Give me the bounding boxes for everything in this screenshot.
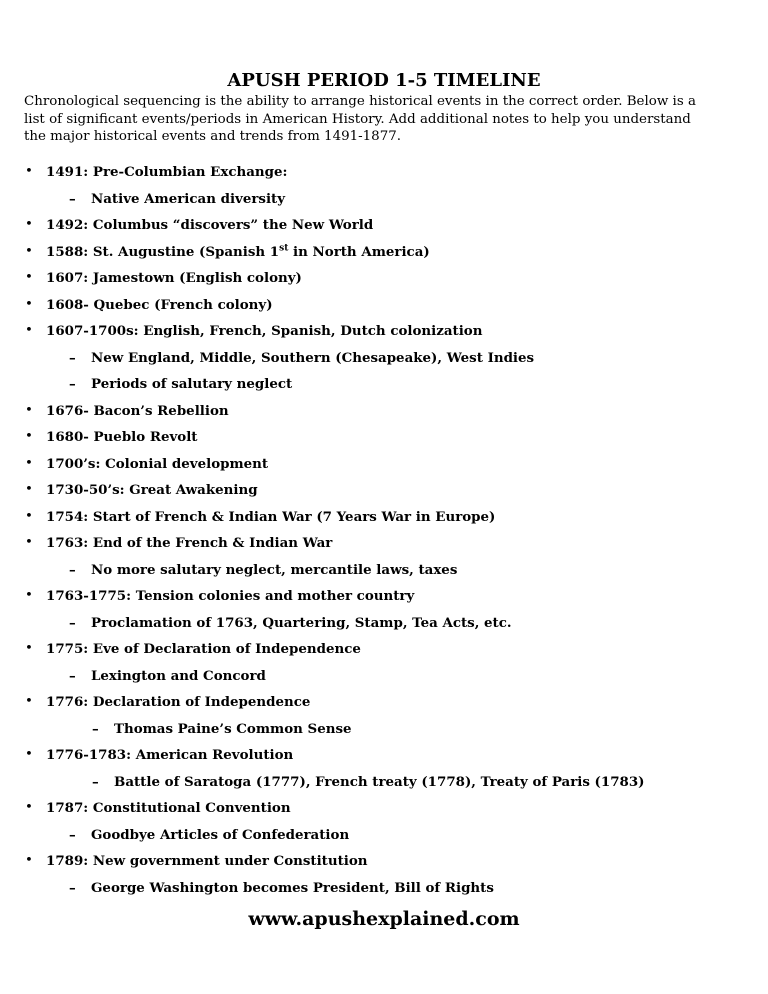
timeline-event bbox=[0, 692, 768, 719]
timeline-subitem bbox=[0, 719, 768, 746]
item-text: Goodbye Articles of Confederation bbox=[91, 826, 350, 843]
dash-marker: – bbox=[69, 561, 76, 578]
item-text: 1754: Start of French & Indian War (7 Years War in Europe) bbox=[46, 508, 496, 525]
item-text: No more salutary neglect, mercantile laws, taxes bbox=[91, 561, 458, 578]
timeline-subitem bbox=[0, 878, 768, 905]
bullet-marker: • bbox=[25, 323, 33, 338]
timeline-event bbox=[0, 427, 768, 454]
timeline-event bbox=[0, 533, 768, 560]
bullet-marker: • bbox=[25, 482, 33, 497]
item-text: 1676- Bacon’s Rebellion bbox=[46, 402, 229, 419]
item-text: 1588: St. Augustine (Spanish 1st in North America) bbox=[46, 243, 430, 260]
timeline-event bbox=[0, 295, 768, 322]
bullet-marker: • bbox=[25, 641, 33, 656]
item-text: 1763: End of the French & Indian War bbox=[46, 535, 333, 551]
item-text: Battle of Saratoga (1777), French treaty (1778), Treaty of Paris (1783) bbox=[114, 773, 645, 790]
timeline-event bbox=[0, 480, 768, 507]
bullet-marker: • bbox=[25, 217, 33, 232]
timeline-subitem bbox=[0, 613, 768, 640]
dash-marker: – bbox=[69, 349, 76, 366]
bullet-marker: • bbox=[25, 455, 33, 471]
item-text: Lexington and Concord bbox=[91, 667, 266, 684]
timeline-event bbox=[0, 639, 768, 666]
timeline-subitem bbox=[0, 772, 768, 799]
timeline-event bbox=[0, 586, 768, 613]
dash-marker: – bbox=[92, 773, 99, 790]
timeline-list bbox=[0, 162, 768, 904]
timeline-event bbox=[0, 454, 768, 481]
item-text: 1700’s: Colonial development bbox=[46, 455, 269, 472]
bullet-marker: • bbox=[25, 694, 33, 709]
timeline-event bbox=[0, 242, 768, 269]
item-text: 1608- Quebec (French colony) bbox=[46, 296, 273, 313]
item-text: 1776: Declaration of Independence bbox=[46, 694, 311, 710]
item-text: 1491: Pre-Columbian Exchange: bbox=[46, 164, 288, 180]
bullet-marker: • bbox=[25, 270, 33, 285]
item-text: 1607-1700s: English, French, Spanish, Dutch colonization bbox=[46, 323, 483, 339]
item-text: New England, Middle, Southern (Chesapeake), West Indies bbox=[91, 349, 535, 366]
bullet-marker: • bbox=[25, 853, 33, 868]
item-text: 1763-1775: Tension colonies and mother country bbox=[46, 588, 415, 604]
dash-marker: – bbox=[69, 826, 76, 843]
timeline-subitem bbox=[0, 825, 768, 852]
timeline-event bbox=[0, 162, 768, 189]
timeline-event bbox=[0, 745, 768, 772]
bullet-marker: • bbox=[25, 588, 33, 603]
bullet-marker: • bbox=[25, 508, 33, 524]
bullet-marker: • bbox=[25, 296, 33, 312]
timeline-subitem bbox=[0, 560, 768, 587]
timeline-event bbox=[0, 321, 768, 348]
timeline-subitem bbox=[0, 374, 768, 401]
intro-paragraph: Chronological sequencing is the ability to arrange historical events in the correct order. Below is a list of significant events/periods in American History. Add additional notes to help you understand the major historical events and trends from 1491-1877. bbox=[24, 94, 696, 145]
timeline-event bbox=[0, 507, 768, 534]
dash-marker: – bbox=[69, 879, 76, 896]
timeline-event bbox=[0, 215, 768, 242]
item-text: 1787: Constitutional Convention bbox=[46, 800, 291, 816]
dash-marker: – bbox=[92, 720, 99, 737]
dash-marker: – bbox=[69, 376, 76, 392]
bullet-marker: • bbox=[25, 429, 33, 444]
timeline-event bbox=[0, 798, 768, 825]
dash-marker: – bbox=[69, 614, 76, 631]
item-text: 1730-50’s: Great Awakening bbox=[46, 482, 258, 498]
item-text: 1492: Columbus “discovers” the New World bbox=[46, 217, 374, 233]
timeline-subitem bbox=[0, 189, 768, 216]
item-text: 1775: Eve of Declaration of Independence bbox=[46, 641, 361, 657]
item-text: Thomas Paine’s Common Sense bbox=[114, 720, 352, 737]
item-text: Native American diversity bbox=[91, 190, 285, 207]
item-text: Proclamation of 1763, Quartering, Stamp, Tea Acts, etc. bbox=[91, 614, 512, 631]
dash-marker: – bbox=[69, 190, 76, 207]
item-text: 1776-1783: American Revolution bbox=[46, 747, 294, 763]
item-text: 1607: Jamestown (English colony) bbox=[46, 270, 302, 286]
bullet-marker: • bbox=[25, 243, 33, 259]
timeline-subitem bbox=[0, 348, 768, 375]
bullet-marker: • bbox=[25, 402, 33, 418]
timeline-event bbox=[0, 268, 768, 295]
timeline-event bbox=[0, 851, 768, 878]
footer-website: www.apushexplained.com bbox=[248, 908, 520, 930]
item-text: George Washington becomes President, Bill of Rights bbox=[91, 879, 494, 896]
item-text: Periods of salutary neglect bbox=[91, 376, 293, 392]
bullet-marker: • bbox=[25, 747, 33, 762]
timeline-subitem bbox=[0, 666, 768, 693]
item-text: 1680- Pueblo Revolt bbox=[46, 429, 198, 445]
dash-marker: – bbox=[69, 667, 76, 684]
timeline-event bbox=[0, 401, 768, 428]
item-text: 1789: New government under Constitution bbox=[46, 853, 368, 869]
page-title: APUSH PERIOD 1-5 TIMELINE bbox=[227, 70, 541, 91]
bullet-marker: • bbox=[25, 800, 33, 815]
ordinal-superscript: st bbox=[279, 243, 289, 254]
bullet-marker: • bbox=[25, 535, 33, 550]
bullet-marker: • bbox=[25, 164, 33, 179]
